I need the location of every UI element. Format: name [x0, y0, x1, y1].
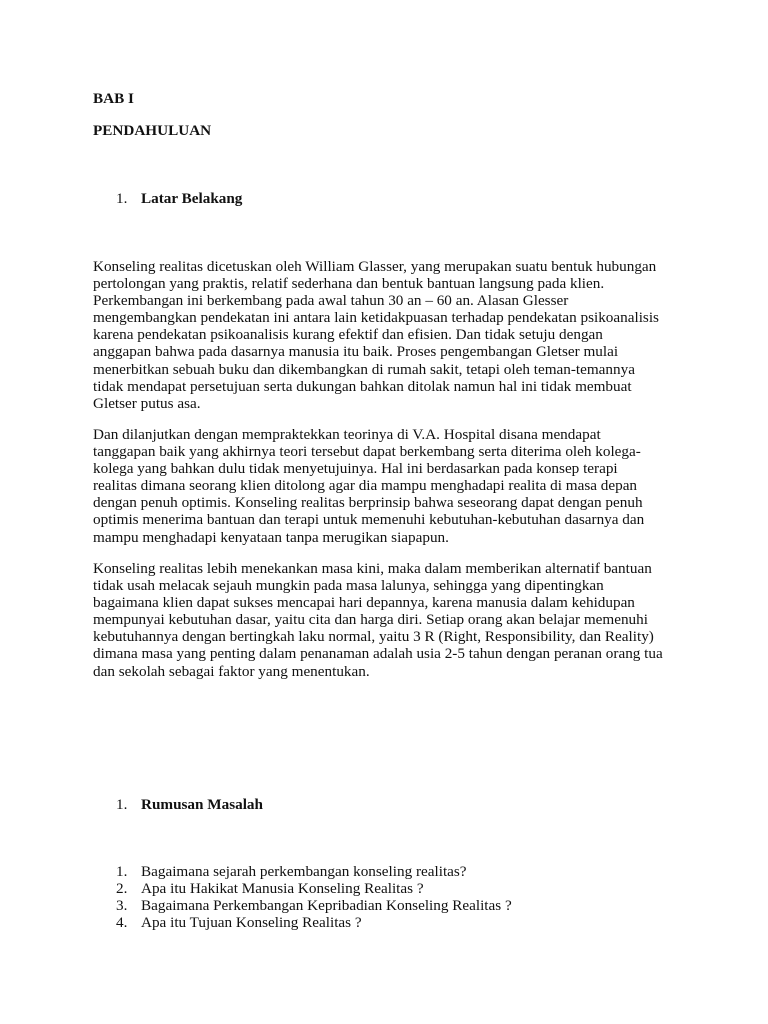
paragraph-line: Konseling realitas dicetuskan oleh William Glasser, yang merupakan suatu bentuk hubungan [93, 258, 657, 275]
paragraph-line: mengembangkan pendekatan ini antara lain ketidakpuasan terhadap pendekatan psikoanalisis [93, 309, 659, 327]
paragraph-line: kebutuhannya dengan bertingkah laku normal, yaitu 3 R (Right, Responsibility, dan Reality) [93, 628, 654, 646]
paragraph-line: mampu menghadapi kenyataan tanpa merugikan siapapun. [93, 528, 449, 546]
paragraph-1 [93, 258, 683, 412]
paragraph-line: anggapan bahwa pada dasarnya manusia itu baik. Proses pengembangan Gletser mulai [93, 343, 619, 361]
list-item-text: Apa itu Hakikat Manusia Konseling Realitas ? [141, 880, 424, 897]
paragraph-line: mempunyai kebutuhan dasar, yaitu cita dan harga diri. Setiap orang akan belajar memenuhi [93, 611, 648, 629]
list-item-number: 2. [116, 880, 128, 897]
paragraph-line: dimana masa yang penting dalam penanaman adalah usia 2-5 tahun dengan peranan orang tua [93, 645, 663, 663]
chapter-label: BAB I [93, 90, 134, 107]
paragraph-line: pertolongan yang praktis, relatif sederhana dan bentuk bantuan langsung pada klien. [93, 275, 605, 293]
paragraph-line: tidak mendapat persetujuan serta dukungan bahkan ditolak namun hal ini tidak membuat [93, 377, 632, 395]
paragraph-line: menerbitkan sebuah buku dan dikembangkan di rumah sakit, tetapi oleh teman-temannya [93, 360, 635, 378]
list-item-number: 1. [116, 863, 128, 880]
chapter-title: PENDAHULUAN [93, 122, 212, 139]
list-item-text: Bagaimana sejarah perkembangan konseling realitas? [141, 863, 467, 880]
list-item-number: 4. [116, 914, 128, 931]
paragraph-line: optimis menerima bantuan dan terapi untuk memenuhi kebutuhan-kebutuhan dasarnya dan [93, 511, 645, 529]
paragraph-line: Gletser putus asa. [93, 394, 201, 412]
paragraph-line: Dan dilanjutkan dengan mempraktekkan teorinya di V.A. Hospital disana mendapat [93, 426, 601, 443]
section-title-latar-belakang: Latar Belakang [141, 190, 243, 207]
list-item-text: Apa itu Tujuan Konseling Realitas ? [141, 914, 362, 931]
paragraph-line: Perkembangan ini berkembang pada awal tahun 30 an – 60 an. Alasan Glesser [93, 292, 569, 310]
paragraph-line: realitas dimana seorang klien ditolong agar dia mampu menghadapi realita di masa depan [93, 477, 638, 495]
paragraph-3 [93, 560, 683, 680]
section-number: 1. [116, 796, 128, 813]
list-item-number: 3. [116, 897, 128, 914]
list-item-text: Bagaimana Perkembangan Kepribadian Konseling Realitas ? [141, 897, 512, 914]
paragraph-line: bagaimana klien dapat sukses mencapai hari depannya, karena manusia dalam kehidupan [93, 594, 635, 612]
paragraph-line: dan sekolah sebagai faktor yang menentukan. [93, 662, 370, 680]
paragraph-line: tanggapan baik yang akhirnya teori tersebut dapat berkembang serta diterima oleh kolega- [93, 443, 641, 461]
section-number: 1. [116, 190, 128, 207]
paragraph-line: tidak usah melacak sejauh mungkin pada masa lalunya, sehingga yang dipentingkan [93, 577, 604, 595]
paragraph-line: karena pendekatan psikoanalisis kurang efektif dan efisien. Dan tidak setuju dengan [93, 326, 603, 344]
section-title-rumusan-masalah: Rumusan Masalah [141, 796, 263, 813]
paragraph-line: kolega yang bahkan dulu tidak menyetujuinya. Hal ini berdasarkan pada konsep terapi [93, 460, 618, 478]
paragraph-2 [93, 426, 683, 546]
paragraph-line: dengan penuh optimis. Konseling realitas berprinsip bahwa seseorang dapat dengan penuh [93, 494, 643, 512]
paragraph-line: Konseling realitas lebih menekankan masa kini, maka dalam memberikan alternatif bantuan [93, 560, 652, 577]
